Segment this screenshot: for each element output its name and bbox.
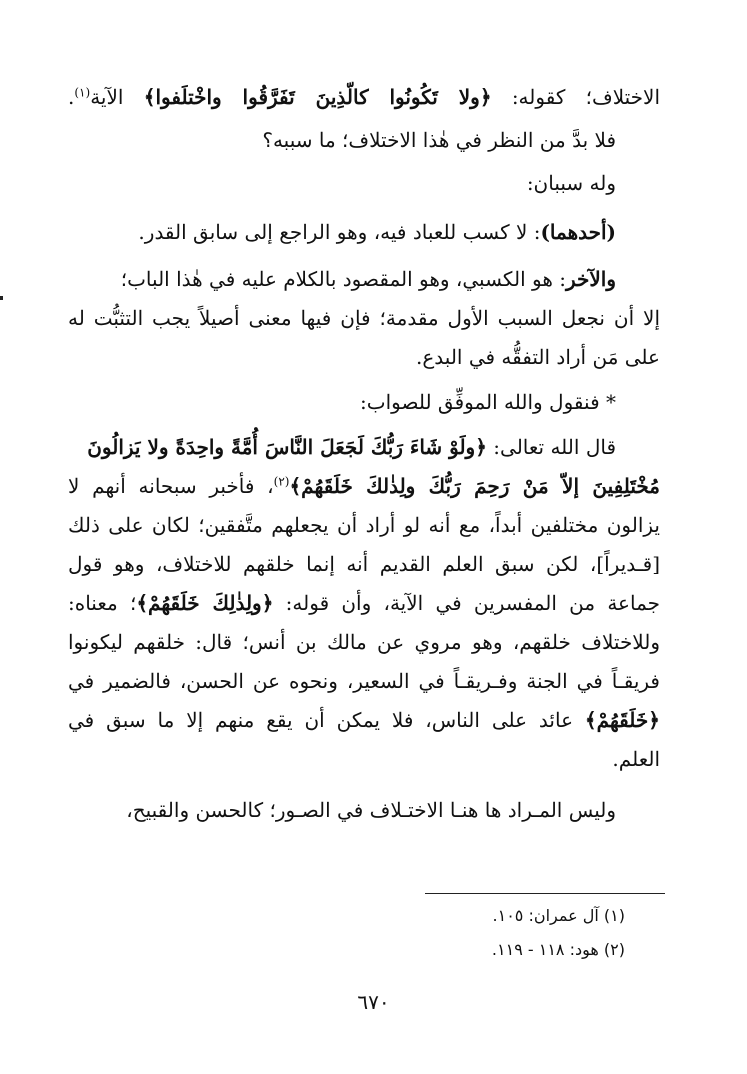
line-text: عائد على الناس، فلا يمكن أن يقع منهم إلا ما سبق في: [68, 708, 585, 732]
text-line: وليس المـراد ها هنـا الاختـلاف في الصـور؛ كالحسن والقبيح،: [126, 798, 616, 822]
text-line: وله سببان:: [526, 171, 616, 195]
text-line: فريقـاً في الجنة وفـريقـاً في السعير، ونحوه عن الحسن، فالضمير في: [68, 669, 660, 693]
text-line: يزالون مختلفين أبداً، مع أنه لو أراد أن يجعلهم متَّفقين؛ لكان على ذلك: [68, 513, 660, 537]
text-line: * فنقول والله الموفِّق للصواب:: [360, 390, 616, 414]
text-line: إلا أن نجعل السبب الأول مقدمة؛ فإن فيها معنى أصيلاً يجب التثبُّت له: [68, 306, 660, 330]
text-line: [قـديراً]، لكن سبق العلم القديم أنه إنما خلقهم للاختلاف، وهو قول: [68, 552, 660, 576]
line-text: ؛ معناه:: [68, 591, 137, 615]
quran-verse: ﴿ولَوْ شَاءَ رَبُّكَ لَجَعَلَ النَّاسَ أُمَّةً واحِدَةً ولا يَزالُونَ: [87, 435, 487, 459]
line-text: قال الله تعالى:: [486, 435, 616, 459]
line-text: .: [68, 85, 75, 109]
footnote-ref: (٢): [273, 474, 290, 489]
line-text: : لا كسب للعباد فيه، وهو الراجع إلى سابق القدر.: [138, 220, 541, 244]
page-body: [68, 70, 660, 830]
section-head: (أحدهما): [540, 220, 616, 244]
text-line: [68, 78, 660, 117]
text-line: وللاختلاف خلقهم، وهو مروي عن مالك بن أنس؛ قال: خلقهم ليكونوا: [68, 630, 660, 654]
footnote-1: (١) آل عمران: ١٠٥.: [492, 906, 625, 925]
section-head: والآخر: [565, 267, 616, 291]
text-line: [68, 467, 660, 506]
line-text: جماعة من المفسرين في الآية، وأن قوله:: [273, 591, 661, 615]
footnote-ref: (١): [74, 85, 91, 100]
text-line: العلم.: [612, 747, 660, 771]
footnote-2: (٢) هود: ١١٨ - ١١٩.: [491, 940, 625, 959]
text-line: [68, 428, 660, 467]
text-line: فلا بدَّ من النظر في هٰذا الاختلاف؛ ما سببه؟: [262, 128, 616, 152]
text-line: [68, 701, 660, 740]
text-line: [68, 260, 660, 299]
text-line: على مَن أراد التفقُّه في البدع.: [416, 345, 660, 369]
page-number: ٦٧٠: [357, 990, 390, 1014]
quran-verse: ﴿ولا تَكُونُوا كالّذِينَ تَفَرَّقُوا واخْتلَفوا﴾: [143, 85, 492, 109]
line-text: ، فأخبر سبحانه أنهم لا: [68, 474, 274, 498]
line-text: الاختلاف؛ كقوله:: [491, 85, 661, 109]
text-line: [68, 584, 660, 623]
line-text: الآية: [90, 85, 144, 109]
quran-verse: مُخْتَلِفِينَ إلاّ مَنْ رَحِمَ رَبُّكَ ولِذٰلكَ خَلَقَهُمْ﴾: [289, 474, 660, 498]
quran-verse: ﴿ولِذٰلِكَ خَلَقَهُمْ﴾: [136, 591, 274, 615]
quran-verse: ﴿خَلَقَهُمْ﴾: [584, 708, 660, 732]
text-line: [68, 213, 660, 252]
scan-mark: [0, 296, 3, 300]
line-text: : هو الكسبي، وهو المقصود بالكلام عليه في هٰذا الباب؛: [120, 267, 566, 291]
footnote-divider: [425, 893, 665, 894]
